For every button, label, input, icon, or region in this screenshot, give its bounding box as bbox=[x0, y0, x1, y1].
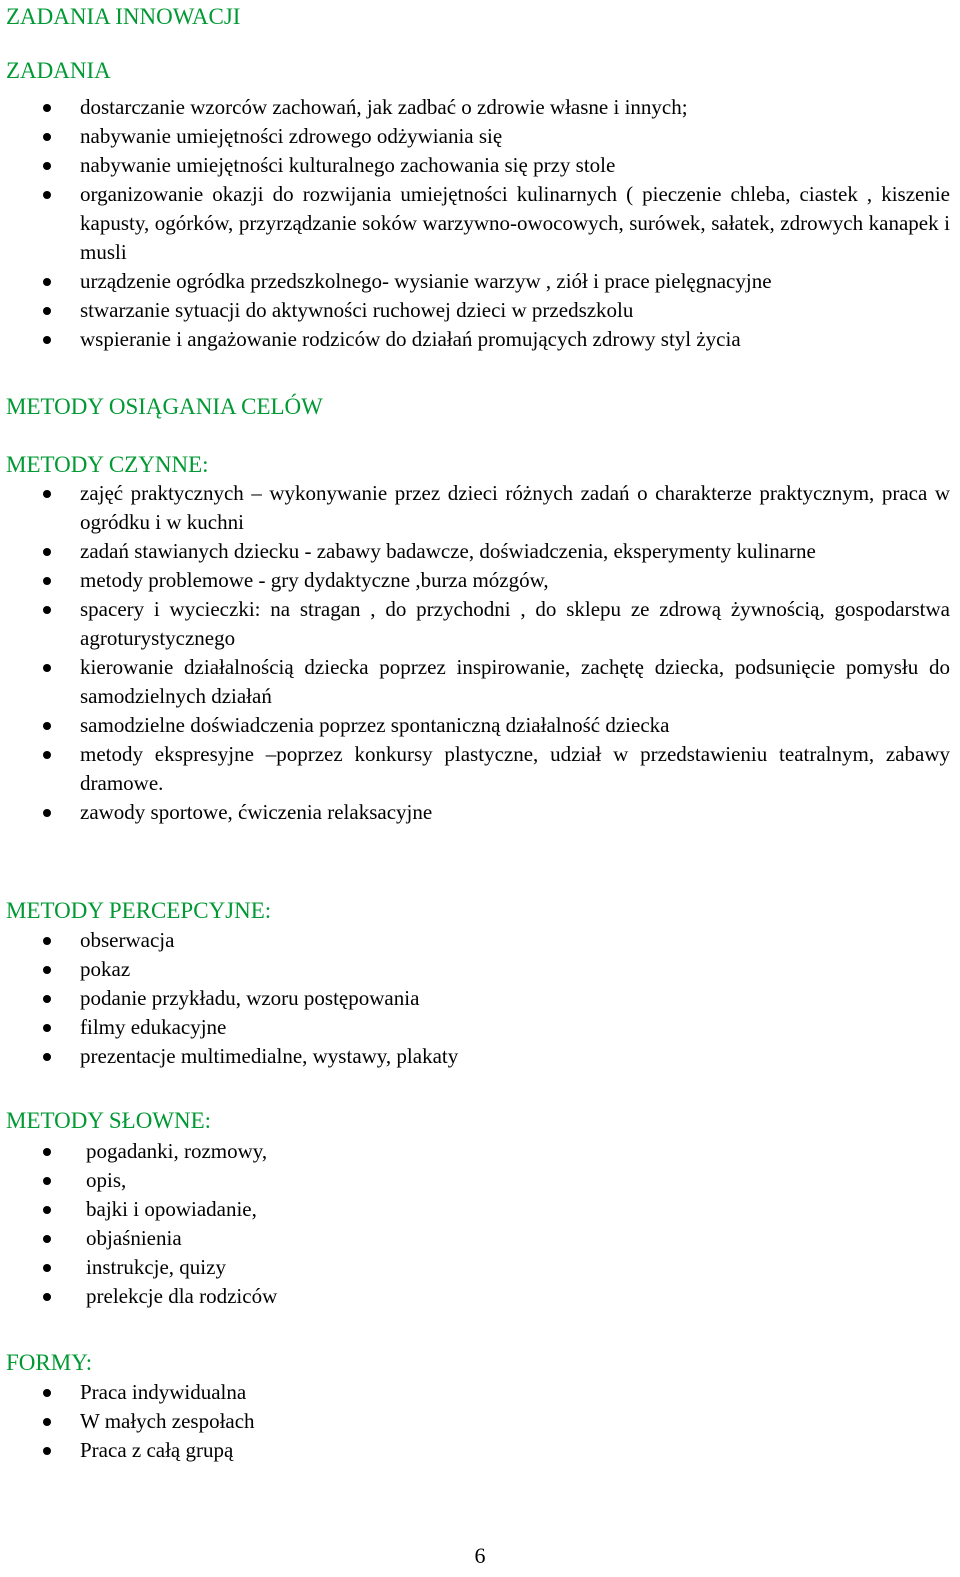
heading-metody-slowne: METODY SŁOWNE: bbox=[6, 1108, 212, 1133]
list-item bbox=[0, 180, 960, 267]
list-item bbox=[0, 984, 960, 1013]
bullet-icon bbox=[43, 1053, 51, 1061]
bullet-icon bbox=[43, 1177, 51, 1185]
list-item bbox=[0, 1378, 960, 1407]
list-item bbox=[0, 1407, 960, 1436]
list-item-text: organizowanie okazji do rozwijania umiejętności kulinarnych ( pieczenie chleba, ciastek , kiszenie kapusty, ogórków, przyrządzanie soków warzywno-owocowych, surówek, sałatek, zdrowych kanapek i musli bbox=[80, 182, 950, 264]
bullet-icon bbox=[43, 1264, 51, 1272]
list-item-text: obserwacja bbox=[80, 928, 175, 952]
list-item bbox=[0, 798, 960, 827]
bullet-icon bbox=[43, 606, 51, 614]
list-item bbox=[0, 1224, 960, 1253]
bullet-icon bbox=[43, 191, 51, 199]
list-item bbox=[0, 1166, 960, 1195]
bullet-icon bbox=[43, 1024, 51, 1032]
list-item bbox=[0, 595, 960, 653]
bullet-icon bbox=[43, 722, 51, 730]
bullet-icon bbox=[43, 278, 51, 286]
list-item-text: stwarzanie sytuacji do aktywności ruchowej dzieci w przedszkolu bbox=[80, 298, 634, 322]
list-item-text: nabywanie umiejętności zdrowego odżywiania się bbox=[80, 124, 503, 148]
list-item bbox=[0, 955, 960, 984]
list-item bbox=[0, 1042, 960, 1071]
bullet-icon bbox=[43, 307, 51, 315]
bullet-icon bbox=[43, 751, 51, 759]
list-item-text: objaśnienia bbox=[86, 1226, 182, 1250]
list-item bbox=[0, 1253, 960, 1282]
list-item-text: spacery i wycieczki: na stragan , do przychodni , do sklepu ze zdrową żywnością, gospodarstwa agroturystycznego bbox=[80, 597, 950, 650]
list-item-text: kierowanie działalnością dziecka poprzez inspirowanie, zachętę dziecka, podsunięcie pomysłu do samodzielnych działań bbox=[80, 655, 950, 708]
bullet-icon bbox=[43, 336, 51, 344]
bullet-icon bbox=[43, 1235, 51, 1243]
list-item bbox=[0, 740, 960, 798]
list-metody-czynne bbox=[0, 479, 960, 827]
list-item bbox=[0, 93, 960, 122]
list-item-text: filmy edukacyjne bbox=[80, 1015, 227, 1039]
list-item bbox=[0, 122, 960, 151]
list-metody-percepcyjne bbox=[0, 926, 960, 1071]
heading-metody-percepcyjne: METODY PERCEPCYJNE: bbox=[6, 898, 272, 923]
list-metody-slowne bbox=[0, 1137, 960, 1311]
list-item bbox=[0, 1282, 960, 1311]
list-item-text: W małych zespołach bbox=[80, 1409, 255, 1433]
heading-formy: FORMY: bbox=[6, 1350, 93, 1375]
list-item bbox=[0, 296, 960, 325]
heading-metody-czynne: METODY CZYNNE: bbox=[6, 452, 209, 477]
list-item bbox=[0, 1436, 960, 1465]
bullet-icon bbox=[43, 1389, 51, 1397]
bullet-icon bbox=[43, 1447, 51, 1455]
bullet-icon bbox=[43, 1293, 51, 1301]
list-item-text: podanie przykładu, wzoru postępowania bbox=[80, 986, 420, 1010]
list-item-text: samodzielne doświadczenia poprzez spontaniczną działalność dziecka bbox=[80, 713, 670, 737]
list-item-text: Praca z całą grupą bbox=[80, 1438, 234, 1462]
list-item-text: bajki i opowiadanie, bbox=[86, 1197, 257, 1221]
bullet-icon bbox=[43, 133, 51, 141]
list-item bbox=[0, 1195, 960, 1224]
heading-metody-osiagania-celow: METODY OSIĄGANIA CELÓW bbox=[6, 394, 323, 419]
bullet-icon bbox=[43, 1206, 51, 1214]
list-item bbox=[0, 479, 960, 537]
list-item bbox=[0, 653, 960, 711]
list-item-text: pogadanki, rozmowy, bbox=[86, 1139, 268, 1163]
list-item-text: zajęć praktycznych – wykonywanie przez dzieci różnych zadań o charakterze praktycznym, praca w ogródku i w kuchni bbox=[80, 481, 950, 534]
list-item-text: opis, bbox=[86, 1168, 127, 1192]
list-item bbox=[0, 267, 960, 296]
list-item bbox=[0, 711, 960, 740]
list-item-text: dostarczanie wzorców zachowań, jak zadbać o zdrowie własne i innych; bbox=[80, 95, 688, 119]
list-item-text: zawody sportowe, ćwiczenia relaksacyjne bbox=[80, 800, 433, 824]
list-item-text: prezentacje multimedialne, wystawy, plakaty bbox=[80, 1044, 459, 1068]
bullet-icon bbox=[43, 966, 51, 974]
bullet-icon bbox=[43, 104, 51, 112]
list-item-text: urządzenie ogródka przedszkolnego- wysianie warzyw , ziół i prace pielęgnacyjne bbox=[80, 269, 772, 293]
list-item-text: metody ekspresyjne –poprzez konkursy plastyczne, udział w przedstawieniu teatralnym, zabawy dramowe. bbox=[80, 742, 950, 795]
bullet-icon bbox=[43, 162, 51, 170]
list-item bbox=[0, 537, 960, 566]
list-item-text: zadań stawianych dziecku - zabawy badawcze, doświadczenia, eksperymenty kulinarne bbox=[80, 539, 816, 563]
list-zadania bbox=[0, 93, 960, 354]
list-item-text: pokaz bbox=[80, 957, 131, 981]
bullet-icon bbox=[43, 1418, 51, 1426]
bullet-icon bbox=[43, 664, 51, 672]
page-title: ZADANIA INNOWACJI bbox=[6, 4, 241, 29]
list-item bbox=[0, 926, 960, 955]
list-item-text: Praca indywidualna bbox=[80, 1380, 247, 1404]
heading-zadania: ZADANIA bbox=[6, 58, 111, 83]
list-item bbox=[0, 566, 960, 595]
bullet-icon bbox=[43, 1148, 51, 1156]
list-item bbox=[0, 1137, 960, 1166]
bullet-icon bbox=[43, 577, 51, 585]
bullet-icon bbox=[43, 995, 51, 1003]
bullet-icon bbox=[43, 937, 51, 945]
bullet-icon bbox=[43, 548, 51, 556]
list-item bbox=[0, 1013, 960, 1042]
bullet-icon bbox=[43, 490, 51, 498]
list-item-text: nabywanie umiejętności kulturalnego zachowania się przy stole bbox=[80, 153, 616, 177]
list-formy bbox=[0, 1378, 960, 1465]
bullet-icon bbox=[43, 809, 51, 817]
list-item-text: instrukcje, quizy bbox=[86, 1255, 226, 1279]
list-item-text: prelekcje dla rodziców bbox=[86, 1284, 278, 1308]
list-item-text: metody problemowe - gry dydaktyczne ,burza mózgów, bbox=[80, 568, 549, 592]
list-item bbox=[0, 325, 960, 354]
page-number: 6 bbox=[474, 1543, 486, 1568]
list-item bbox=[0, 151, 960, 180]
list-item-text: wspieranie i angażowanie rodziców do działań promujących zdrowy styl życia bbox=[80, 327, 741, 351]
